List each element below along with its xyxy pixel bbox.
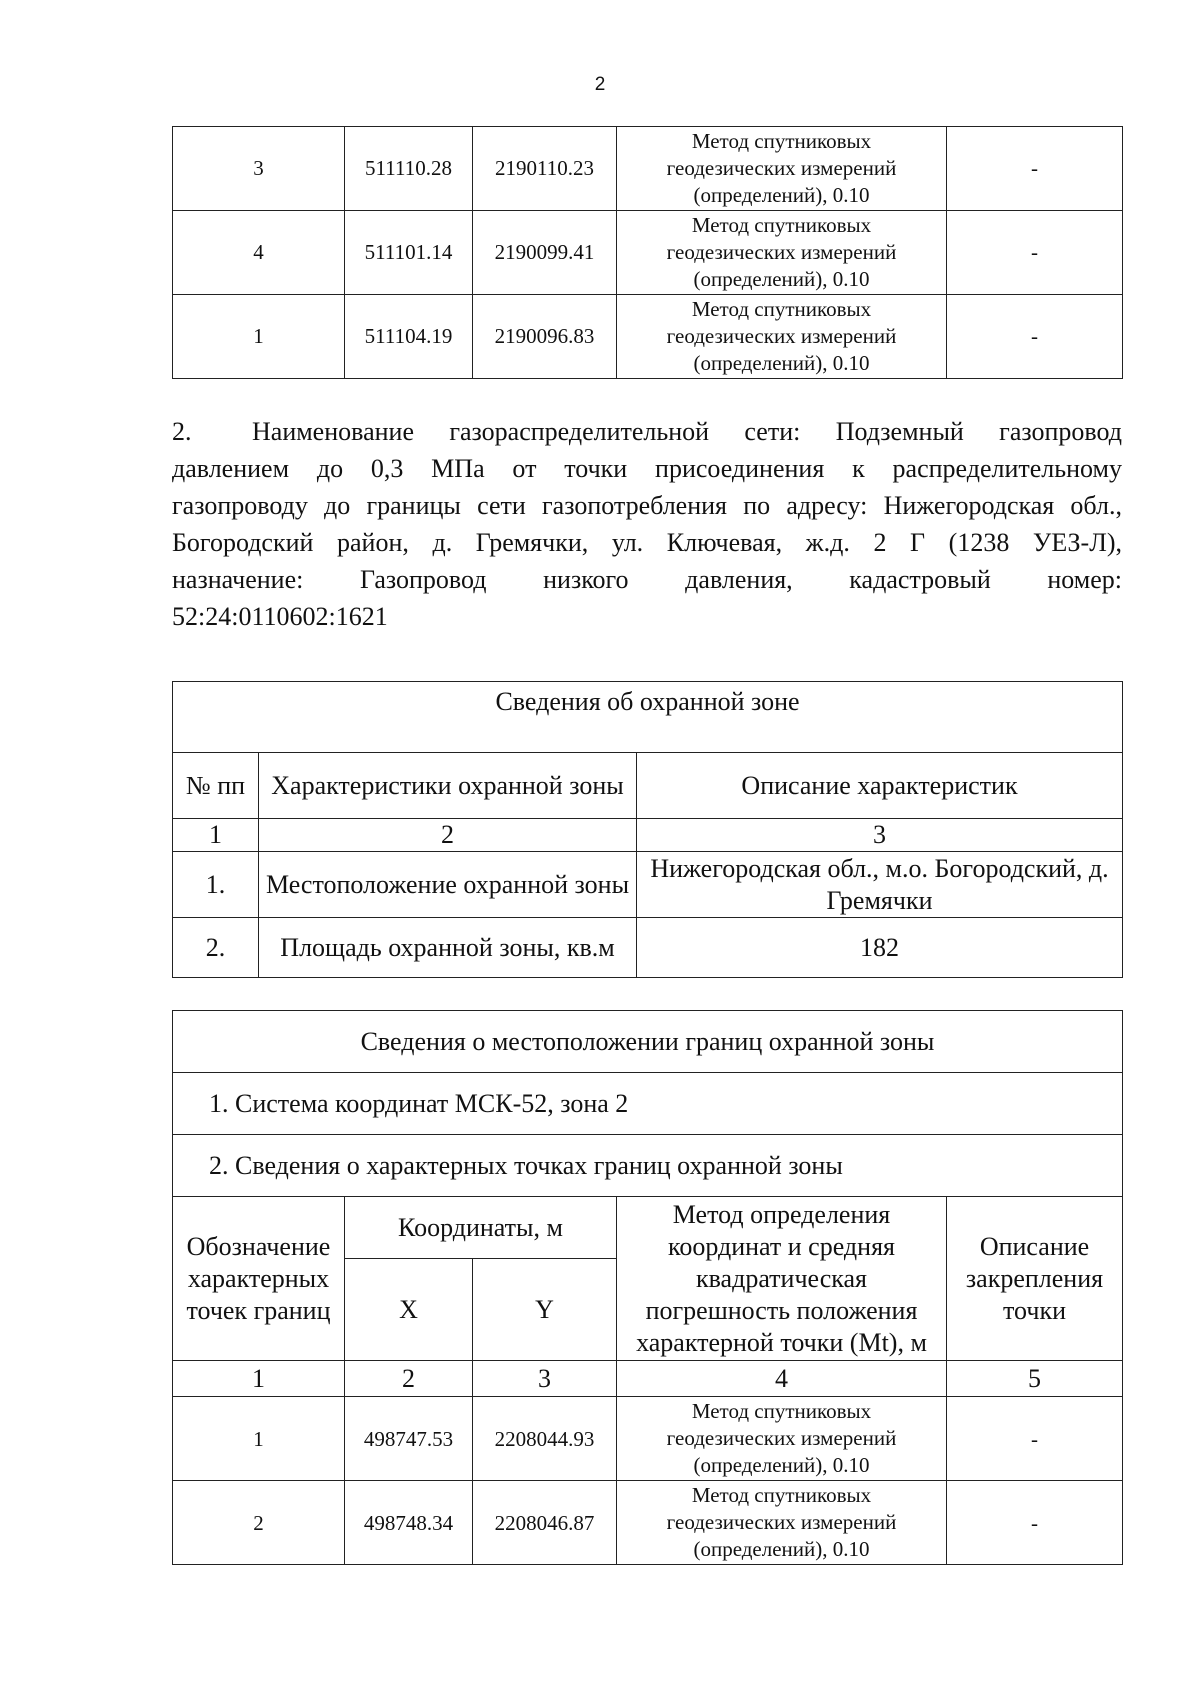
coord-x: 498748.34 bbox=[345, 1481, 473, 1565]
coord-y: 2190096.83 bbox=[473, 295, 617, 379]
method-cell: Метод спутниковых геодезических измерений (определений), 0.10 bbox=[617, 211, 947, 295]
header-method: Метод определения координат и средняя квадратическая погрешность положения характерной точки (Mt), м bbox=[617, 1197, 947, 1361]
table-row bbox=[173, 1397, 1123, 1481]
header-num: № пп bbox=[173, 753, 259, 819]
coord-x: 498747.53 bbox=[345, 1397, 473, 1481]
page-number: 2 bbox=[594, 74, 606, 95]
fixing-cell: - bbox=[947, 295, 1123, 379]
index-cell: 5 bbox=[947, 1361, 1123, 1397]
paragraph-line: газопроводу до границы сети газопотребления по адресу: Нижегородская обл., bbox=[172, 491, 1122, 520]
table-row bbox=[173, 211, 1123, 295]
header-y: Y bbox=[473, 1259, 617, 1361]
method-cell: Метод спутниковых геодезических измерений (определений), 0.10 bbox=[617, 1397, 947, 1481]
paragraph-line: Богородский район, д. Гремячки, ул. Ключевая, ж.д. 2 Г (1238 УЕЗ-Л), bbox=[172, 528, 1122, 557]
header-x: X bbox=[345, 1259, 473, 1361]
point-id: 2 bbox=[173, 1481, 345, 1565]
method-cell: Метод спутниковых геодезических измерений (определений), 0.10 bbox=[617, 127, 947, 211]
coordinate-system: 1. Система координат МСК-52, зона 2 bbox=[173, 1073, 1123, 1135]
index-cell: 4 bbox=[617, 1361, 947, 1397]
table-row bbox=[173, 295, 1123, 379]
paragraph-line: назначение: Газопровод низкого давления, кадастровый номер: bbox=[172, 565, 1122, 594]
index-cell: 2 bbox=[259, 819, 637, 852]
table-row: 2. Площадь охранной зоны, кв.м 182 bbox=[173, 918, 1123, 978]
header-fixing: Описание закрепления точки bbox=[947, 1197, 1123, 1361]
zone-boundaries-table bbox=[172, 1010, 1123, 1565]
coordinates-table-continued bbox=[172, 126, 1123, 379]
table-row bbox=[173, 127, 1123, 211]
index-cell: 2 bbox=[345, 1361, 473, 1397]
network-description bbox=[172, 413, 1122, 635]
points-title: 2. Сведения о характерных точках границ охранной зоны bbox=[173, 1135, 1123, 1197]
header-designation: Обозначение характерных точек границ bbox=[173, 1197, 345, 1361]
index-cell: 1 bbox=[173, 1361, 345, 1397]
coord-y: 2190110.23 bbox=[473, 127, 617, 211]
index-cell: 3 bbox=[473, 1361, 617, 1397]
method-cell: Метод спутниковых геодезических измерений (определений), 0.10 bbox=[617, 1481, 947, 1565]
table-caption: Сведения о местоположении границ охранной зоны bbox=[173, 1011, 1123, 1073]
coord-y: 2208046.87 bbox=[473, 1481, 617, 1565]
table-row: 1. Местоположение охранной зоны Нижегородская обл., м.о. Богородский, д. Гремячки bbox=[173, 852, 1123, 918]
paragraph-line: 52:24:0110602:1621 bbox=[172, 602, 388, 631]
coord-y: 2190099.41 bbox=[473, 211, 617, 295]
header-description: Описание характеристик bbox=[637, 753, 1123, 819]
coord-y: 2208044.93 bbox=[473, 1397, 617, 1481]
index-cell: 3 bbox=[637, 819, 1123, 852]
coord-x: 511104.19 bbox=[345, 295, 473, 379]
fixing-cell: - bbox=[947, 1397, 1123, 1481]
point-id: 4 bbox=[173, 211, 345, 295]
paragraph-line: 2. Наименование газораспределительной сети: Подземный газопровод bbox=[172, 413, 1122, 450]
protection-zone-info-table bbox=[172, 681, 1123, 978]
header-coordinates: Координаты, м bbox=[345, 1197, 617, 1259]
paragraph-line: давлением до 0,3 МПа от точки присоединения к распределительному bbox=[172, 454, 1122, 483]
fixing-cell: - bbox=[947, 127, 1123, 211]
fixing-cell: - bbox=[947, 211, 1123, 295]
coord-x: 511101.14 bbox=[345, 211, 473, 295]
table-caption: Сведения об охранной зоне bbox=[173, 682, 1123, 753]
header-characteristic: Характеристики охранной зоны bbox=[259, 753, 637, 819]
index-cell: 1 bbox=[173, 819, 259, 852]
fixing-cell: - bbox=[947, 1481, 1123, 1565]
point-id: 1 bbox=[173, 1397, 345, 1481]
table-row bbox=[173, 1481, 1123, 1565]
paragraph-number: 2. bbox=[172, 417, 192, 446]
coord-x: 511110.28 bbox=[345, 127, 473, 211]
point-id: 1 bbox=[173, 295, 345, 379]
point-id: 3 bbox=[173, 127, 345, 211]
method-cell: Метод спутниковых геодезических измерений (определений), 0.10 bbox=[617, 295, 947, 379]
